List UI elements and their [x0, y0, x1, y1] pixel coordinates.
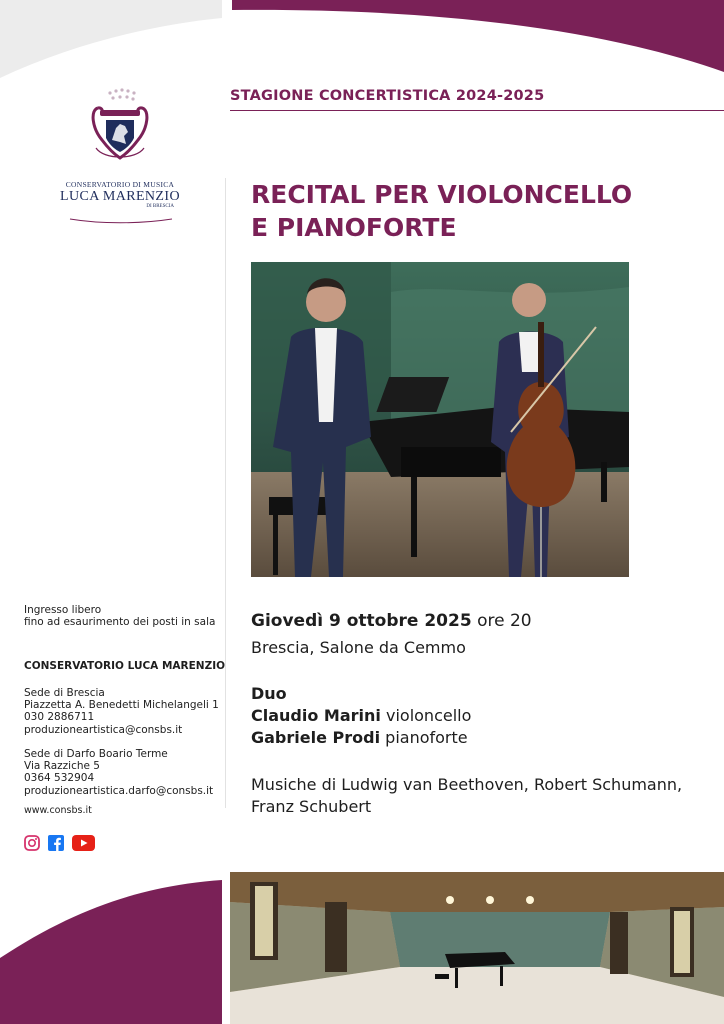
logo-swoosh [60, 218, 180, 224]
darfo-street: Via Razziche 5 [24, 760, 100, 773]
date-text: Giovedì 9 ottobre 2025 [251, 611, 472, 631]
event-date [251, 611, 532, 631]
facebook-icon[interactable] [48, 835, 64, 851]
performer-2 [251, 727, 471, 749]
event-place: Brescia, Salone da Cemmo [251, 638, 466, 657]
darfo-email[interactable]: produzioneartistica.darfo@consbs.it [24, 784, 214, 797]
performer-1-role: violoncello [385, 706, 472, 725]
logo-line1: CONSERVATORIO DI MUSICA [65, 180, 175, 189]
brescia-address [24, 687, 219, 736]
logo-line3: DI BRESCIA [146, 204, 174, 209]
logo-line2: LUCA MARENZIO [60, 189, 180, 204]
social-icons [24, 835, 95, 851]
entry-line2: fino ad esaurimento dei posti in sala [24, 616, 216, 629]
darfo-title: Sede di Darfo Boario Terme [24, 748, 168, 760]
brescia-title: Sede di Brescia [24, 687, 105, 699]
time-text: ore 20 [477, 611, 532, 631]
darfo-address [24, 748, 213, 797]
performers-photo [251, 262, 629, 577]
brescia-phone: 030 2886711 [24, 711, 95, 724]
season-label: STAGIONE CONCERTISTICA 2024-2025 [230, 88, 545, 104]
bottom-left-purple-wave [0, 880, 222, 1024]
performer-2-name: Gabriele Prodi [251, 728, 381, 747]
lyre-emblem-icon [60, 88, 180, 168]
brescia-email[interactable]: produzioneartistica@consbs.it [24, 723, 183, 736]
program-line1: Musiche di Ludwig van Beethoven, Robert Schumann, [251, 775, 683, 794]
conservatory-logo [60, 88, 180, 213]
darfo-phone: 0364 532904 [24, 772, 95, 785]
top-right-purple-wave [232, 0, 724, 72]
program-text [251, 774, 691, 818]
column-divider [225, 178, 226, 808]
performer-1-name: Claudio Marini [251, 706, 381, 725]
org-name: CONSERVATORIO LUCA MARENZIO [24, 660, 226, 672]
title-line2: E PIANOFORTE [251, 213, 457, 242]
youtube-icon[interactable] [72, 835, 95, 851]
performer-1 [251, 705, 471, 727]
ensemble-label: Duo [251, 684, 287, 703]
brescia-street: Piazzetta A. Benedetti Michelangeli 1 [24, 699, 219, 712]
top-left-gray-wave [0, 0, 222, 78]
instagram-icon[interactable] [24, 835, 40, 851]
hall-photo [230, 872, 724, 1024]
page-title [251, 178, 691, 244]
entry-line1: Ingresso libero [24, 604, 102, 616]
program-line2: Franz Schubert [251, 797, 372, 816]
performer-2-role: pianoforte [385, 728, 468, 747]
season-divider [230, 110, 724, 111]
performers [251, 683, 471, 749]
website-link[interactable]: www.consbs.it [24, 805, 92, 816]
entry-info [24, 604, 215, 628]
title-line1: RECITAL PER VIOLONCELLO [251, 180, 633, 209]
